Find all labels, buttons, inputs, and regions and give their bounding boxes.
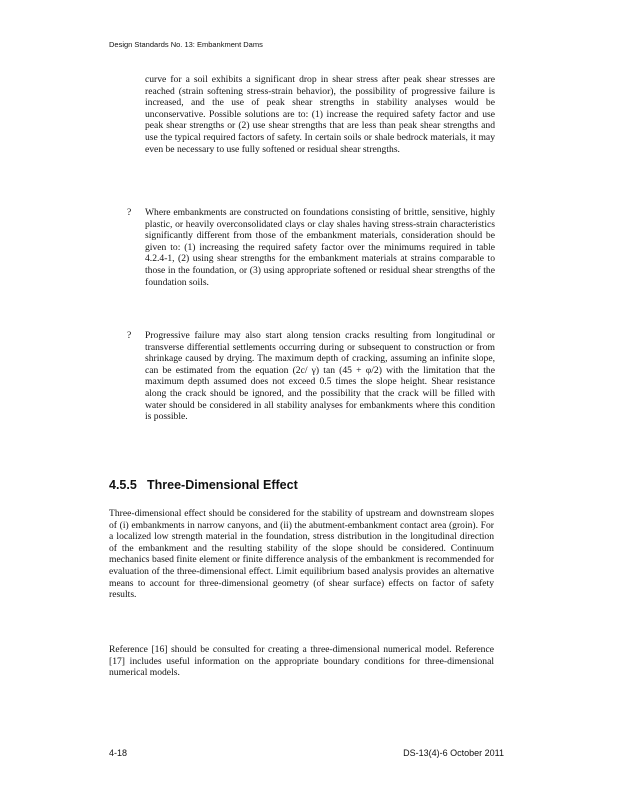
section-number: 4.5.5 [109, 478, 137, 492]
section-heading [109, 478, 298, 492]
document-id: DS-13(4)-6 October 2011 [403, 748, 504, 758]
bullet-marker: ? [127, 330, 132, 341]
section-title: Three-Dimensional Effect [147, 478, 298, 492]
bullet-paragraph-tension-cracks: Progressive failure may also start along tension cracks resulting from longitudinal or transverse differential settlements occurring during or subsequent to construction or from shrinkage caused by drying. The maximum depth of cracking, assuming an infinite slope, can be estimated from the equation (2c/ γ) tan (45 + φ/2) with the limitation that the maximum depth assumed does not exceed 0.5 times the slope height. Shear resistance along the crack should be ignored, and the possibility that the crack will be filled with water should be considered in all stability analyses for embankments where this condition is possible. [145, 330, 495, 423]
continuation-paragraph: curve for a soil exhibits a significant drop in shear stress after peak shear stresses are reached (strain softening stress-strain behavior), the possibility of progressive failure is increased, and the use of peak shear strengths in stability analyses would be unconservative. Possible solutions are to: (1) increase the required safety factor and use peak shear strengths or (2) use shear strengths that are less than peak shear strengths and use the typical required factors of safety. In certain soils or shale bedrock materials, it may even be necessary to use fully softened or residual shear strengths. [145, 74, 495, 155]
bullet-marker: ? [127, 207, 132, 218]
page-number: 4-18 [109, 748, 128, 758]
bullet-paragraph-brittle-foundations: Where embankments are constructed on foundations consisting of brittle, sensitive, highly plastic, or heavily overconsolidated clays or clay shales having stress-strain characteristics significantly different from those of the embankment materials, consideration should be given to: (1) increasing the required safety factor over the minimums required in table 4.2.4-1, (2) using shear strengths for the embankment materials at strains comparable to those in the foundation, or (3) using appropriate softened or residual shear strengths of the foundation soils. [145, 207, 495, 288]
section-paragraph: Three-dimensional effect should be considered for the stability of upstream and downstream slopes of (i) embankments in narrow canyons, and (ii) the abutment-embankment contact area (groin). For a localized low strength material in the foundation, stress distribution in the longitudinal direction of the embankment and the resulting stability of the slope should be considered. Continuum mechanics based finite element or finite difference analysis of the embankment is recommended for evaluation of the three-dimensional effect. Limit equilibrium based analysis provides an alternative means to account for three-dimensional geometry (of shear surface) effects on factor of safety results. [109, 508, 494, 601]
running-header: Design Standards No. 13: Embankment Dams [109, 40, 263, 49]
section-paragraph: Reference [16] should be consulted for creating a three-dimensional numerical model. Reference [17] includes useful information on the appropriate boundary conditions for three-dimensional numerical models. [109, 644, 494, 679]
